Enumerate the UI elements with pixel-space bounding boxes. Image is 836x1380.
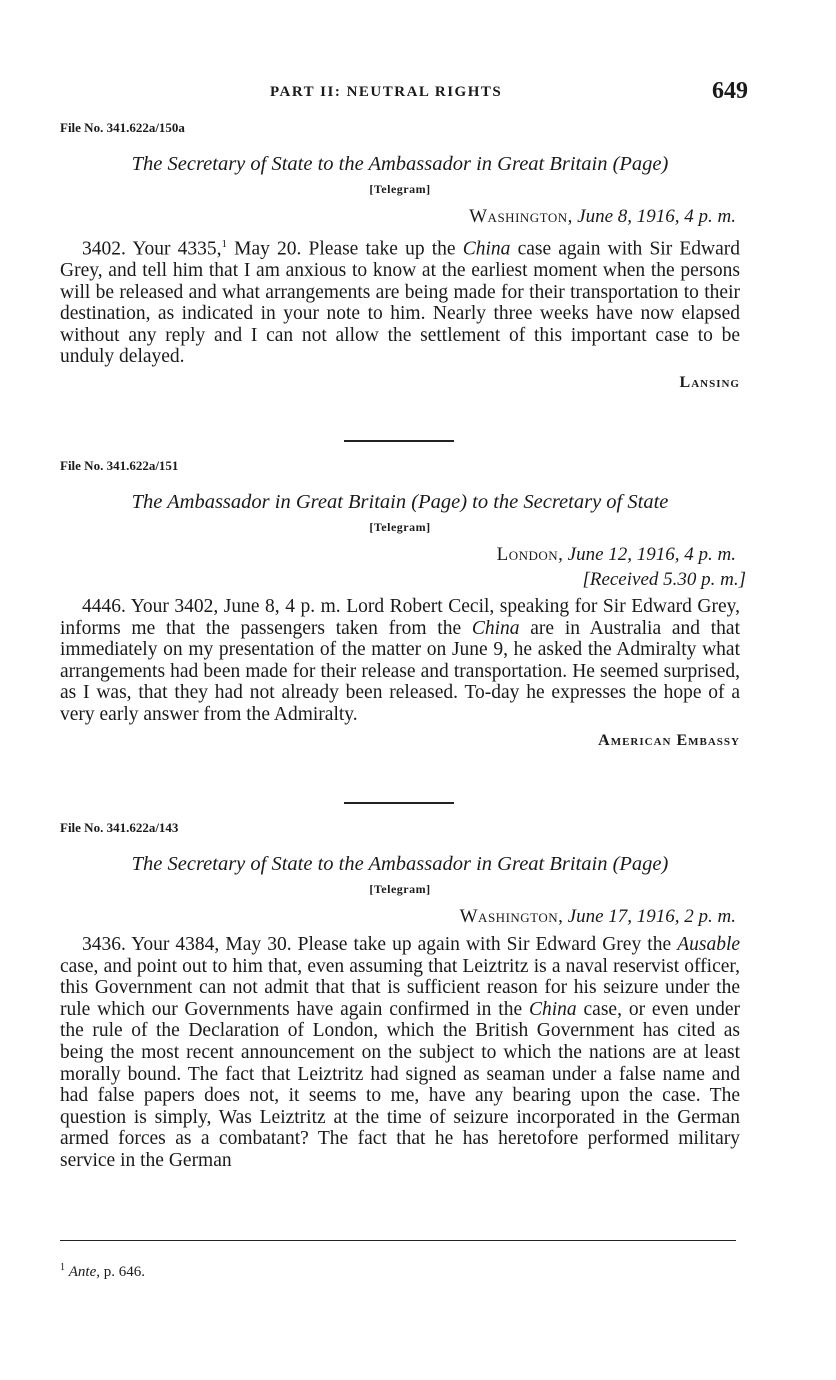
footnote-reference: 1 xyxy=(221,238,227,250)
dateline-date: June 8, 1916, 4 p. m. xyxy=(577,206,736,227)
received-time: [Received 5.30 p. m.] xyxy=(582,569,746,590)
telegram-label: [Telegram] xyxy=(369,520,431,534)
document-heading: The Ambassador in Great Britain (Page) to the Secretary of State xyxy=(131,491,669,513)
heading-name: Page xyxy=(619,153,662,175)
file-number: File No. 341.622a/143 xyxy=(60,820,179,835)
dateline-date: June 12, 1916, 4 p. m. xyxy=(567,544,736,565)
document-heading: The Secretary of State to the Ambassador in Great Britain (Page) xyxy=(131,853,669,875)
document-2 xyxy=(60,458,746,750)
dateline-date: June 17, 1916, 2 p. m. xyxy=(567,906,736,927)
footnote xyxy=(60,1262,145,1281)
telegram-body: 3402. Your 4335,$^1$ May 20. Please take up the China case again with Sir Edward Grey, and tell him that I am anxious to know at the earliest moment when the persons will be released and what arrangements are being made for their transportation to their destination, as indicated in your note to him. Nearly three weeks have now elapsed without any reply and I can not allow the settlement of this important case to be unduly delayed. xyxy=(60,238,741,368)
telegram-body: 3436. Your 4384, May 30. Please take up again with Sir Edward Grey the Ausable case, and point out to him that, even assuming that Leiztritz is a naval reservist officer, this Government can not admit that that is sufficient reason for his seizure under the rule which our Governments have again confirmed in the China case, or even under the rule of the Declaration of London, which the British Government has cited as being the most recent announcement on the subject to which the nations are at least morally bound. The fact that Leiztritz had signed as seaman under a false name and had false papers does not, it seems to me, have any bearing upon the case. The question is simply, Was Leiztritz at the time of seizure incorporated in the German armed forces as a combatant? The fact that he has heretofore performed military service in the German xyxy=(60,934,741,1171)
running-head xyxy=(60,78,748,110)
dateline-place: Washington xyxy=(459,906,559,927)
section-divider xyxy=(344,440,454,442)
running-title: PART II: NEUTRAL RIGHTS xyxy=(270,84,503,100)
ship-name: China xyxy=(528,998,577,1020)
telegram-number: 3436. xyxy=(82,934,126,955)
file-number: File No. 341.622a/150a xyxy=(60,120,185,135)
footnote-source: Ante xyxy=(68,1264,97,1280)
document-3 xyxy=(60,820,740,1172)
telegram-number: 3402. xyxy=(82,238,126,260)
signature: Lansing xyxy=(679,374,740,392)
telegram-number: 4446. xyxy=(82,596,126,617)
ship-name: China xyxy=(471,617,520,639)
ship-name: China xyxy=(462,238,511,260)
document-heading: The Secretary of State to the Ambassador in Great Britain (Page) xyxy=(131,153,669,175)
dateline: Washington, June 17, 1916, 2 p. m. xyxy=(459,906,736,927)
dateline-place: Washington xyxy=(469,206,568,227)
telegram-label: [Telegram] xyxy=(369,182,431,196)
file-number: File No. 341.622a/151 xyxy=(60,458,179,473)
heading-name: Page xyxy=(418,491,461,513)
section-divider xyxy=(344,802,454,804)
footnote-rule xyxy=(60,1240,736,1241)
dateline-place: London xyxy=(496,544,559,565)
telegram-body: 4446. Your 3402, June 8, 4 p. m. Lord Robert Cecil, speaking for Sir Edward Grey, informs me that the passengers taken from the China are in Australia and that immediately on my presentation of the matter on June 9, he asked the Admiralty what arrangements had been made for their release and transportation. He seemed surprised, as I was, that they had not already been released. To-day he expresses the hope of a very early answer from the Admiralty. xyxy=(60,596,740,725)
page-number: 649 xyxy=(712,78,748,104)
ship-name: Ausable xyxy=(677,934,741,955)
signature: American Embassy xyxy=(598,731,740,749)
dateline: Washington, June 8, 1916, 4 p. m. xyxy=(469,206,736,227)
heading-name: Page xyxy=(619,853,662,875)
dateline: London, June 12, 1916, 4 p. m. xyxy=(496,544,736,565)
footnote-page: , p. 646. xyxy=(96,1264,145,1280)
footnote-marker: 1 xyxy=(60,1262,65,1273)
telegram-label: [Telegram] xyxy=(369,882,431,896)
document-page xyxy=(60,0,748,1380)
document-1 xyxy=(60,120,740,392)
